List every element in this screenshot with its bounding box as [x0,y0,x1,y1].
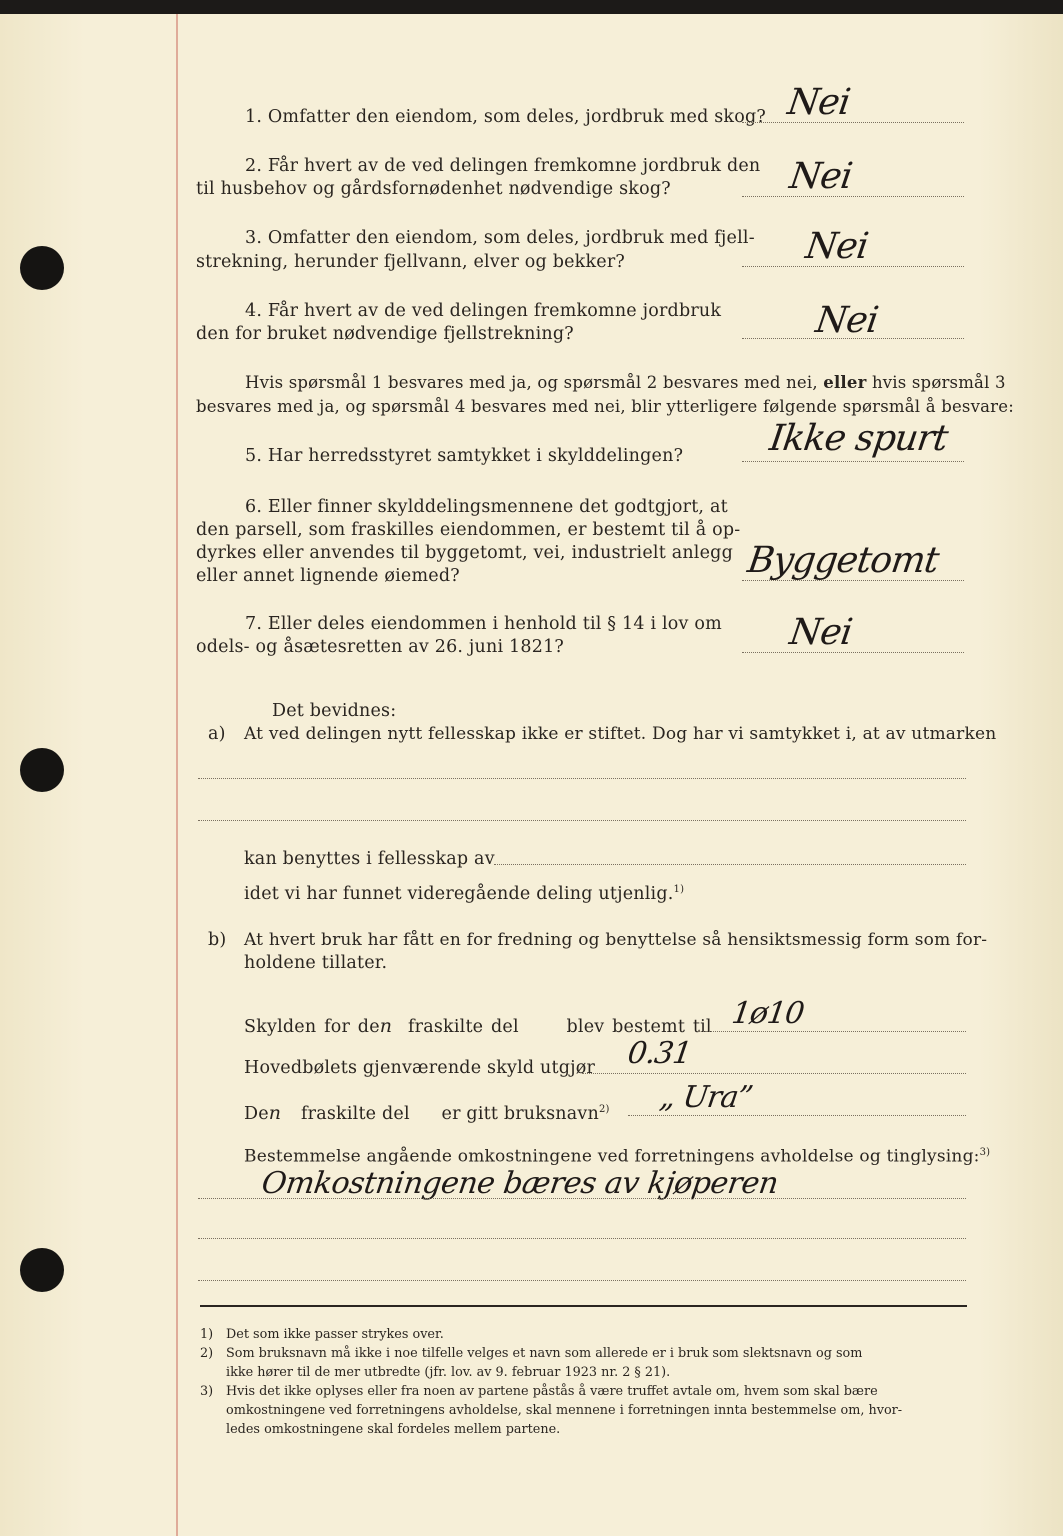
skylden-value-handwritten: 1ø10 [729,996,806,1031]
bruksnavn-line: Den fraskilte del er gitt bruksnavn$^{2)}$ [244,1101,610,1124]
answer-line [742,461,964,462]
hovedbol-line: Hovedbølets gjenværende skyld utgjør [244,1058,596,1078]
question-6-line2: den parsell, som fraskilles eiendommen, er bestemt til å op- [196,520,741,540]
footnote-2-mark: 2) [200,1346,214,1361]
answer-line [582,1073,966,1074]
footnote-divider [200,1305,967,1307]
question-1: 1. Omfatter den eiendom, som deles, jordbruk med skog? [245,107,766,127]
certify-a-label: a) [208,724,226,744]
blank-line [494,864,966,865]
footnote-3-line2: omkostningene ved forretningens avholdelse, skal mennene i forretningen innta bestemmelse om, hvor- [226,1403,903,1418]
answer-line [742,122,964,123]
footnote-1-mark: 1) [200,1327,214,1342]
answer-line [628,1115,966,1116]
footnote-2-line2: ikke hører til de mer utbredte (jfr. lov. av 9. februar 1923 nr. 2 § 21). [226,1365,671,1380]
blank-line [198,820,966,821]
question-2-line2: til husbehov og gårdsfornødenhet nødvendige skog? [196,179,671,199]
hovedbol-value-handwritten: 0.31 [625,1036,694,1071]
blank-line [198,1280,966,1281]
question-5: 5. Har herredsstyret samtykket i skylddelingen? [245,446,684,466]
bruksnavn-value-handwritten: „ Ura” [657,1080,755,1115]
certify-a-text: At ved delingen nytt fellesskap ikke er stiftet. Dog har vi samtykket i, at av utmarken [244,724,997,744]
certify-b-line2: holdene tillater. [244,953,388,973]
condition-line2: besvares med ja, og spørsmål 4 besvares med nei, blir ytterligere følgende spørsmål å besvare: [196,397,1014,416]
answer-line [698,1031,966,1032]
certify-a-line3: idet vi har funnet videregående deling utjenlig.$^{1)}$ [244,883,685,904]
question-7-line2: odels- og åsætesretten av 26. juni 1821? [196,637,564,657]
answer-6-handwritten: Byggetomt [745,540,941,581]
blank-line [198,778,966,779]
punch-hole [20,1248,64,1292]
question-3-line1: 3. Omfatter den eiendom, som deles, jordbruk med fjell- [245,228,755,248]
certify-heading: Det bevidnes: [272,701,397,721]
blank-line [198,1198,966,1199]
condition-line1: Hvis spørsmål 1 besvares med ja, og spørsmål 2 besvares med nei, eller hvis spørsmål 3 [245,373,1006,392]
question-4-line2: den for bruket nødvendige fjellstrekning? [196,324,574,344]
question-3-line2: strekning, herunder fjellvann, elver og bekker? [196,252,625,272]
certify-b-line1: At hvert bruk har fått en for fredning og benyttelse så hensiktsmessig form som for- [244,930,988,950]
footnote-3-line3: ledes omkostningene skal fordeles mellem partene. [226,1422,561,1437]
question-6-line1: 6. Eller finner skylddelingsmennene det godtgjort, at [245,497,728,517]
scan-top-edge [0,0,1063,14]
answer-2-handwritten: Nei [787,156,855,197]
answer-1-handwritten: Nei [785,82,853,123]
cost-value-handwritten: Omkostningene bæres av kjøperen [259,1166,781,1201]
question-4-line1: 4. Får hvert av de ved delingen fremkomne jordbruk [245,301,722,321]
certify-a-line2: kan benyttes i fellesskap av [244,849,495,869]
question-6-line3: dyrkes eller anvendes til byggetomt, vei, industrielt anlegg [196,543,733,563]
answer-7-handwritten: Nei [787,612,855,653]
question-7-line1: 7. Eller deles eiendommen i henhold til § 14 i lov om [245,614,722,634]
question-6-line4: eller annet lignende øiemed? [196,566,460,586]
footnote-3-mark: 3) [200,1384,214,1399]
question-2-line1: 2. Får hvert av de ved delingen fremkomne jordbruk den [245,156,761,176]
answer-line [742,196,964,197]
punch-hole [20,246,64,290]
footnote-3-line1: Hvis det ikke oplyses eller fra noen av partene påstås å være truffet avtale om, hvem som skal bære [226,1384,878,1399]
footnote-1-text: Det som ikke passer strykes over. [226,1327,444,1342]
answer-line [742,652,964,653]
skylden-line: Skylden for den fraskilte del blev bestemt til [244,1015,712,1037]
cost-label: Bestemmelse angående omkostningene ved forretningens avholdelse og tinglysing:$^{3)}$ [244,1146,991,1167]
margin-line [176,14,178,1536]
certify-b-label: b) [208,930,227,950]
footnote-2-line1: Som bruksnavn må ikke i noe tilfelle velges et navn som allerede er i bruk som slektsnavn og som [226,1346,863,1361]
answer-4-handwritten: Nei [813,300,881,341]
blank-line [198,1238,966,1239]
answer-5-handwritten: Ikke spurt [767,418,950,459]
answer-3-handwritten: Nei [803,226,871,267]
punch-hole [20,748,64,792]
